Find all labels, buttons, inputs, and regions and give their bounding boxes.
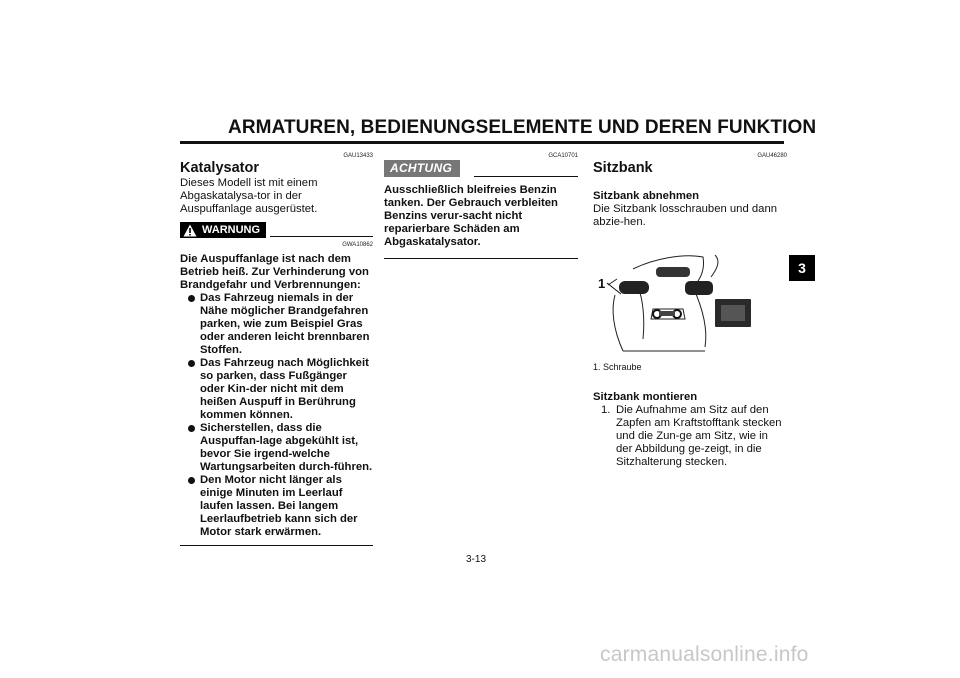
notice-end-rule (384, 258, 578, 259)
list-item: Den Motor nicht länger als einige Minuten im Leerlauf laufen lassen. Bei langem Leerlaufbetrieb kann sich der Motor stark erwärmen. (187, 474, 373, 539)
list-item: Das Fahrzeug nach Möglichkeit so parken, dass Fußgänger oder Kin-der nicht mit dem heißen Auspuff in Berührung kommen können. (187, 357, 373, 422)
seat-figure (593, 239, 787, 359)
install-heading: Sitzbank montieren (593, 391, 698, 403)
warning-end-rule (180, 545, 373, 546)
catalyst-column (180, 152, 373, 546)
figure-caption: 1. Schraube (593, 362, 642, 372)
notice-text: Ausschließlich bleifreies Benzin tanken. Der Gebrauch verbleiten Benzins verur-sacht nicht reparierbare Schäden am Abgaskatalysator. (384, 184, 558, 248)
warning-bullets (180, 292, 373, 539)
remove-text: Die Sitzbank losschrauben und dann abzie-hen. (593, 203, 778, 228)
notice-header (384, 160, 578, 177)
warning-rule (270, 236, 373, 237)
warning-header (180, 222, 373, 238)
motorcycle-seat-illustration (593, 239, 787, 359)
seat-column (593, 152, 787, 469)
remove-heading: Sitzbank abnehmen (593, 190, 700, 202)
step-text: Die Aufnahme am Sitz auf den Zapfen am Kraftstofftank stecken und die Zun-ge am Sitz, wie in der Abbildung ge-zeigt, in die Sitzhalterung stecken. (616, 404, 782, 468)
warning-lead: Die Auspuffanlage ist nach dem Betrieb heiß. Zur Verhinderung von Brandgefahr und Verbrennungen: (180, 253, 369, 291)
install-steps (593, 404, 787, 469)
page-title: ARMATUREN, BEDIENUNGSELEMENTE UND DEREN FUNKTION (228, 117, 817, 138)
list-item: Sicherstellen, dass die Auspuffan-lage abgekühlt ist, bevor Sie irgend-welche Wartungsarbeiten durch-führen. (187, 422, 373, 474)
warning-triangle-icon (183, 224, 197, 237)
section-code: GAU46280 (757, 153, 787, 159)
notice-column (384, 152, 578, 259)
catalyst-intro: Dieses Modell ist mit einem Abgaskatalysa-tor in der Auspuffanlage ausgerüstet. (180, 177, 318, 215)
seat-heading: Sitzbank (593, 160, 653, 176)
list-item: Das Fahrzeug niemals in der Nähe möglicher Brandgefahren parken, wie zum Beispiel Gras oder anderen leicht brennbaren Stoffen. (187, 292, 373, 357)
notice-rule (474, 176, 578, 177)
notice-code: GCA10701 (548, 153, 578, 159)
list-item (601, 404, 787, 469)
warning-badge (180, 222, 266, 238)
chapter-tab: 3 (789, 255, 815, 281)
notice-badge: ACHTUNG (384, 160, 460, 177)
catalyst-heading: Katalysator (180, 160, 259, 176)
section-code: GAU13433 (343, 153, 373, 159)
figure-callout-label: 1 (598, 276, 606, 291)
warning-code: GWA10862 (342, 242, 373, 248)
step-number: 1. (601, 404, 611, 416)
warning-label: WARNUNG (202, 223, 261, 236)
title-rule (180, 141, 784, 144)
page-number: 3-13 (466, 554, 487, 565)
watermark: carmanualsonline.info (600, 643, 809, 666)
